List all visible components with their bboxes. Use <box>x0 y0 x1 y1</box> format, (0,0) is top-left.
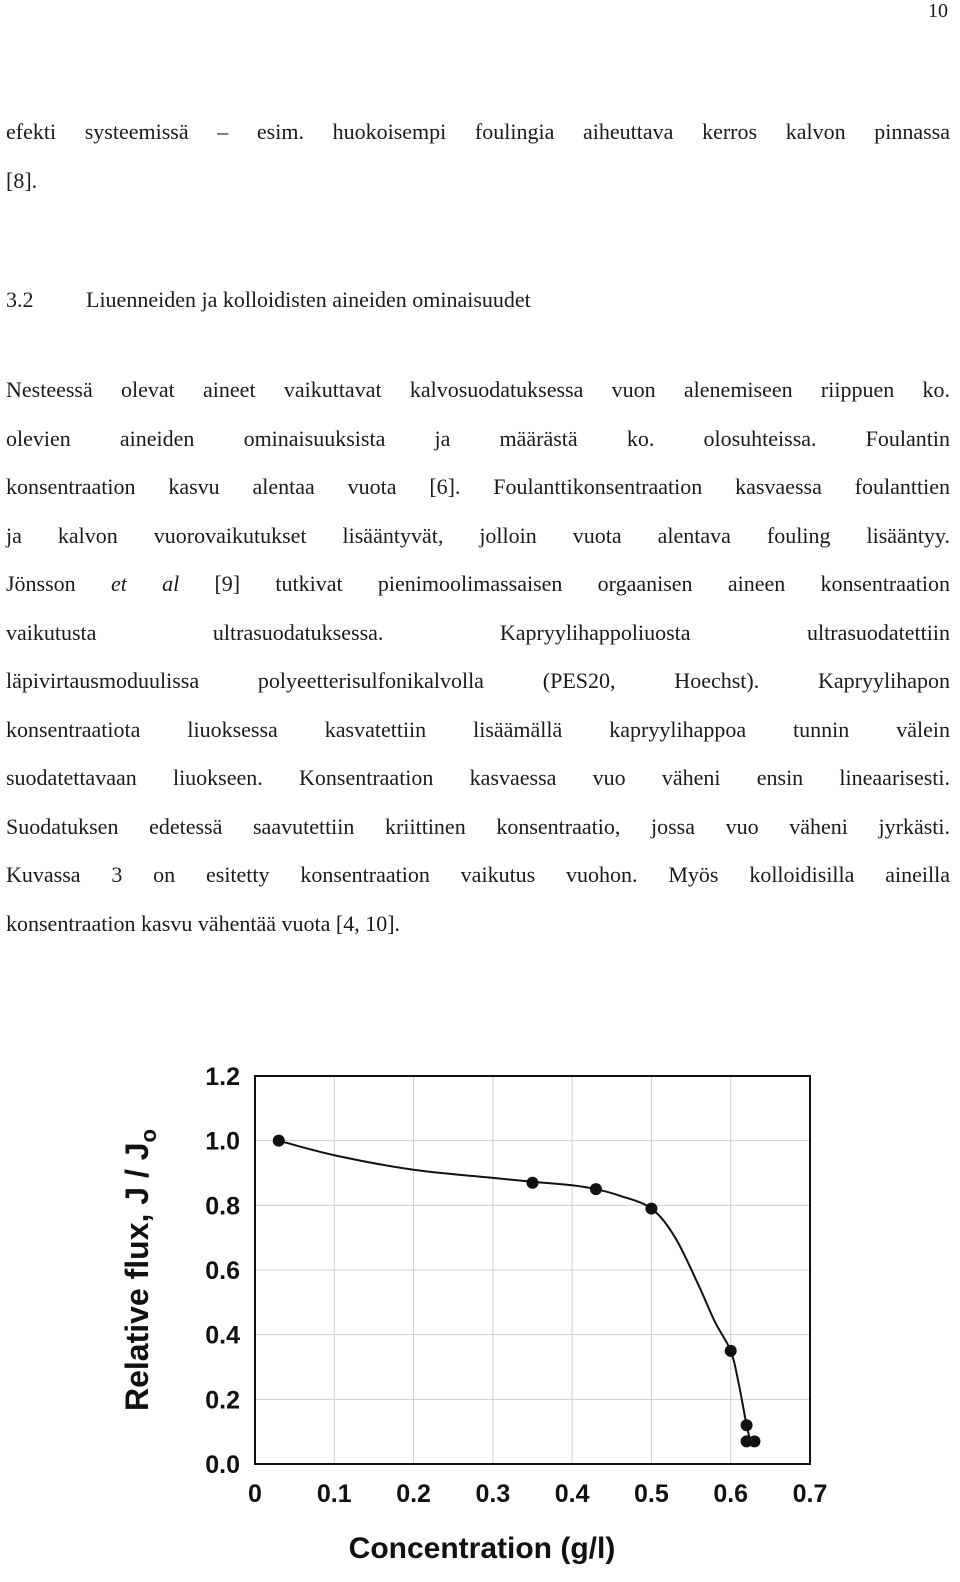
y-tick-label: 1.2 <box>205 1063 240 1091</box>
text-line: olevien aineiden ominaisuuksista ja määrästä ko. olosuhteissa. Foulantin <box>6 425 950 451</box>
text-line: efekti systeemissä – esim. huokoisempi foulingia aiheuttava kerros kalvon pinnassa <box>6 119 950 144</box>
text-line: läpivirtausmoduulissa polyeetterisulfonikalvolla (PES20, Hoechst). Kapryylihapon <box>6 668 950 693</box>
page-number: 10 <box>928 0 948 22</box>
paragraph-continuation <box>6 108 950 205</box>
x-axis-label: Concentration (g/l) <box>348 1532 616 1565</box>
text-line: konsentraatiota liuoksessa kasvatettiin lisäämällä kapryylihappoa tunnin välein <box>6 716 950 742</box>
text-line: ja kalvon vuorovaikutukset lisääntyvät, jolloin vuota alentava fouling lisääntyy. <box>6 522 950 548</box>
data-point <box>741 1419 753 1431</box>
x-tick-label: 0.7 <box>792 1480 828 1508</box>
x-tick-label: 0.5 <box>634 1480 669 1508</box>
y-tick-label: 0.4 <box>205 1321 240 1350</box>
text-line: Kuvassa 3 on esitetty konsentraation vaikutus vuohon. Myös kolloidisilla aineilla <box>6 862 950 887</box>
section-title: Liuenneiden ja kolloidisten aineiden ominaisuudet <box>86 287 531 312</box>
section-number: 3.2 <box>6 287 34 312</box>
data-point <box>590 1183 602 1195</box>
y-axis-label: Relative flux, J / J <box>119 1142 155 1412</box>
data-point <box>645 1203 657 1215</box>
text-line: suodatettavaan liuokseen. Konsentraation kasvaessa vuo väheni ensin lineaarisesti. <box>6 765 950 790</box>
text-line: Nesteessä olevat aineet vaikuttavat kalvosuodatuksessa vuon alenemiseen riippuen ko. <box>6 377 950 402</box>
text-line: vaikutusta ultrasuodatuksessa. Kapryylihappoliuosta ultrasuodatettiin <box>6 619 950 645</box>
y-tick-labels <box>205 1063 240 1479</box>
text-line-with-italic <box>6 560 950 609</box>
y-tick-label: 0.0 <box>205 1451 240 1479</box>
y-axis-label-subscript: o <box>136 1128 161 1143</box>
chart-grid <box>255 1076 810 1464</box>
x-tick-label: 0.3 <box>475 1480 511 1508</box>
text-line: Suodatuksen edetessä saavutettiin kriittinen konsentraatio, jossa vuo väheni jyrkästi. <box>6 813 950 839</box>
text-fragment: [9] tutkivat pienimoolimassaisen orgaanisen aineen konsentraation <box>214 571 951 596</box>
y-tick-label: 0.8 <box>205 1192 240 1221</box>
x-tick-label: 0.4 <box>554 1480 590 1508</box>
flux-concentration-chart <box>110 1040 840 1570</box>
text-line: konsentraation kasvu vähentää vuota [4, 10]. <box>6 910 401 936</box>
section-heading <box>6 276 531 324</box>
x-tick-label: 0.1 <box>316 1480 352 1508</box>
y-tick-label: 0.6 <box>205 1257 240 1285</box>
data-points <box>273 1135 761 1448</box>
y-tick-label: 0.2 <box>205 1386 240 1415</box>
fitted-curve <box>279 1141 751 1442</box>
y-tick-label: 1.0 <box>205 1127 240 1156</box>
y-axis-label-group <box>119 1129 161 1411</box>
x-tick-label: 0.6 <box>713 1480 749 1508</box>
x-tick-label: 0 <box>248 1480 262 1508</box>
author-name: Jönsson <box>6 571 76 596</box>
data-point <box>527 1177 539 1189</box>
text-line: konsentraation kasvu alentaa vuota [6]. Foulanttikonsentraation kasvaessa foulanttien <box>6 474 950 499</box>
data-point <box>273 1135 285 1147</box>
paragraph-body <box>6 366 950 948</box>
svg-text:Relative flux, J / Jo <box>119 1129 161 1411</box>
data-point <box>725 1345 737 1357</box>
x-tick-labels <box>248 1480 827 1508</box>
text-line: [8]. <box>6 167 38 193</box>
data-point <box>749 1435 761 1447</box>
italic-et-al: et al <box>110 571 180 596</box>
x-tick-label: 0.2 <box>396 1480 431 1508</box>
